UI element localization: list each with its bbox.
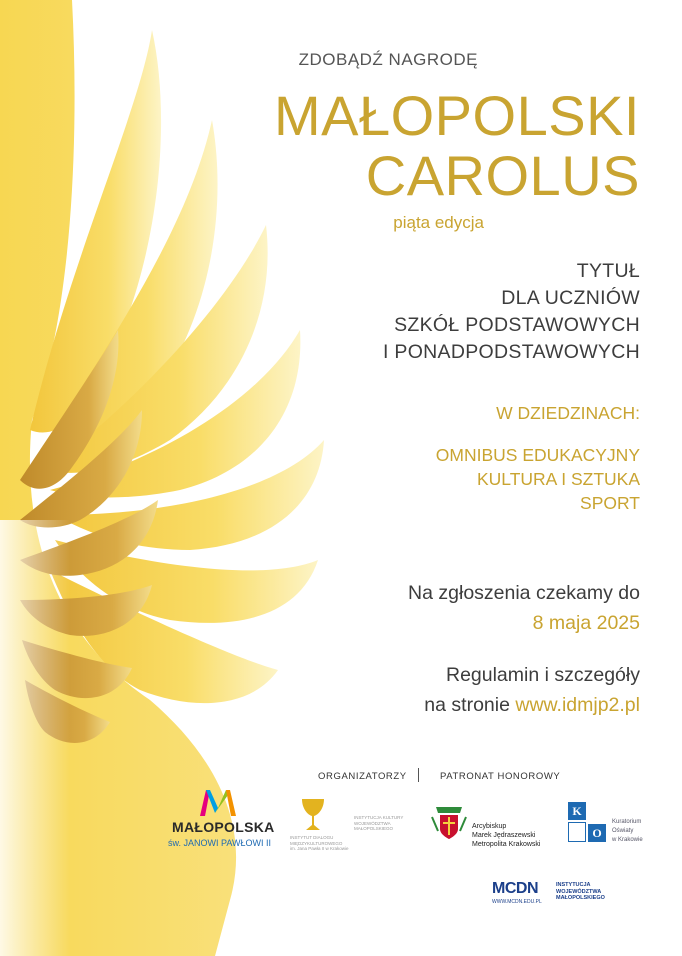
archbishop-line: Metropolita Krakowski [472,841,541,848]
mcdn-line: WOJEWÓDZTWA [556,888,602,895]
institution-line: INSTYTUCJA KULTURY [354,815,404,820]
domain-item: KULTURA I SZTUKA [476,469,640,489]
idm-text [290,835,349,852]
rules-prefix: na stronie [424,694,510,716]
kuratorium-box [568,822,586,842]
domain-item: SPORT [580,493,640,513]
mcdn-line: MAŁOPOLSKIEGO [556,895,605,901]
title-line: CAROLUS [365,144,640,207]
deadline [408,578,640,638]
subtitle-line: SZKÓŁ PODSTAWOWYCH [394,314,640,336]
rules-text: Regulamin i szczegóły [445,664,640,686]
kuratorium-line: w Krakowie [612,837,643,843]
title-line: MAŁOPOLSKI [273,84,640,147]
mcdn-institution [556,882,605,902]
idm-line: INSTYTUT DIALOGU [290,835,334,840]
mcdn-line: INSTYTUCJA [556,882,591,888]
subtitle-line: I PONADPODSTAWOWYCH [382,341,640,363]
edition-text: piąta edycja [393,213,484,232]
malopolska-subtitle: św. JANOWI PAWŁOWI II [168,838,272,848]
mcdn-url: WWW.MCDN.EDU.PL [492,899,542,905]
archbishop-line: Arcybiskup [472,823,507,830]
kuratorium-o: O [588,824,606,842]
kuratorium-line: Kuratorium [612,819,642,825]
domains-heading: W DZIEDZINACH: [496,403,640,423]
malopolska-wordmark: MAŁOPOLSKA [172,819,275,835]
kuratorium-line: Oświaty [612,828,634,834]
mcdn-logo: MCDN [492,880,538,897]
archbishop-line: Marek Jędraszewski [472,832,536,839]
idm-line: im. Jana Pawła II w Krakowie [290,846,349,851]
patronage-label: PATRONAT HONOROWY [440,771,561,782]
institution-line: MAŁOPOLSKIEGO [354,826,394,831]
footer-separator [418,768,419,782]
kuratorium-text [612,818,643,845]
domain-item: OMNIBUS EDUKACYJNY [435,445,640,465]
kuratorium-k: K [568,802,586,820]
kicker-text: ZDOBĄDŹ NAGRODĘ [298,50,478,69]
institution-line: WOJEWÓDZTWA [354,820,391,826]
malopolska-m-icon [196,786,240,818]
archbishop-text [472,822,540,849]
deadline-date: 8 maja 2025 [532,612,640,634]
subtitle [383,258,640,366]
title [274,86,640,206]
subtitle-line: DLA UCZNIÓW [501,287,640,309]
rules [424,660,640,720]
website-link[interactable]: www.idmjp2.pl [515,694,640,716]
rules-line [424,690,640,720]
chalice-icon [300,797,326,833]
organizers-label: ORGANIZATORZY [318,771,407,782]
coat-of-arms-icon [430,803,468,843]
institution-text [354,815,403,832]
kuratorium-logo [568,802,608,844]
domains-list [436,443,640,515]
idm-line: MIĘDZYKULTUROWEGO [290,840,343,846]
deadline-text: Na zgłoszenia czekamy do [408,582,640,604]
subtitle-line: TYTUŁ [576,260,640,282]
